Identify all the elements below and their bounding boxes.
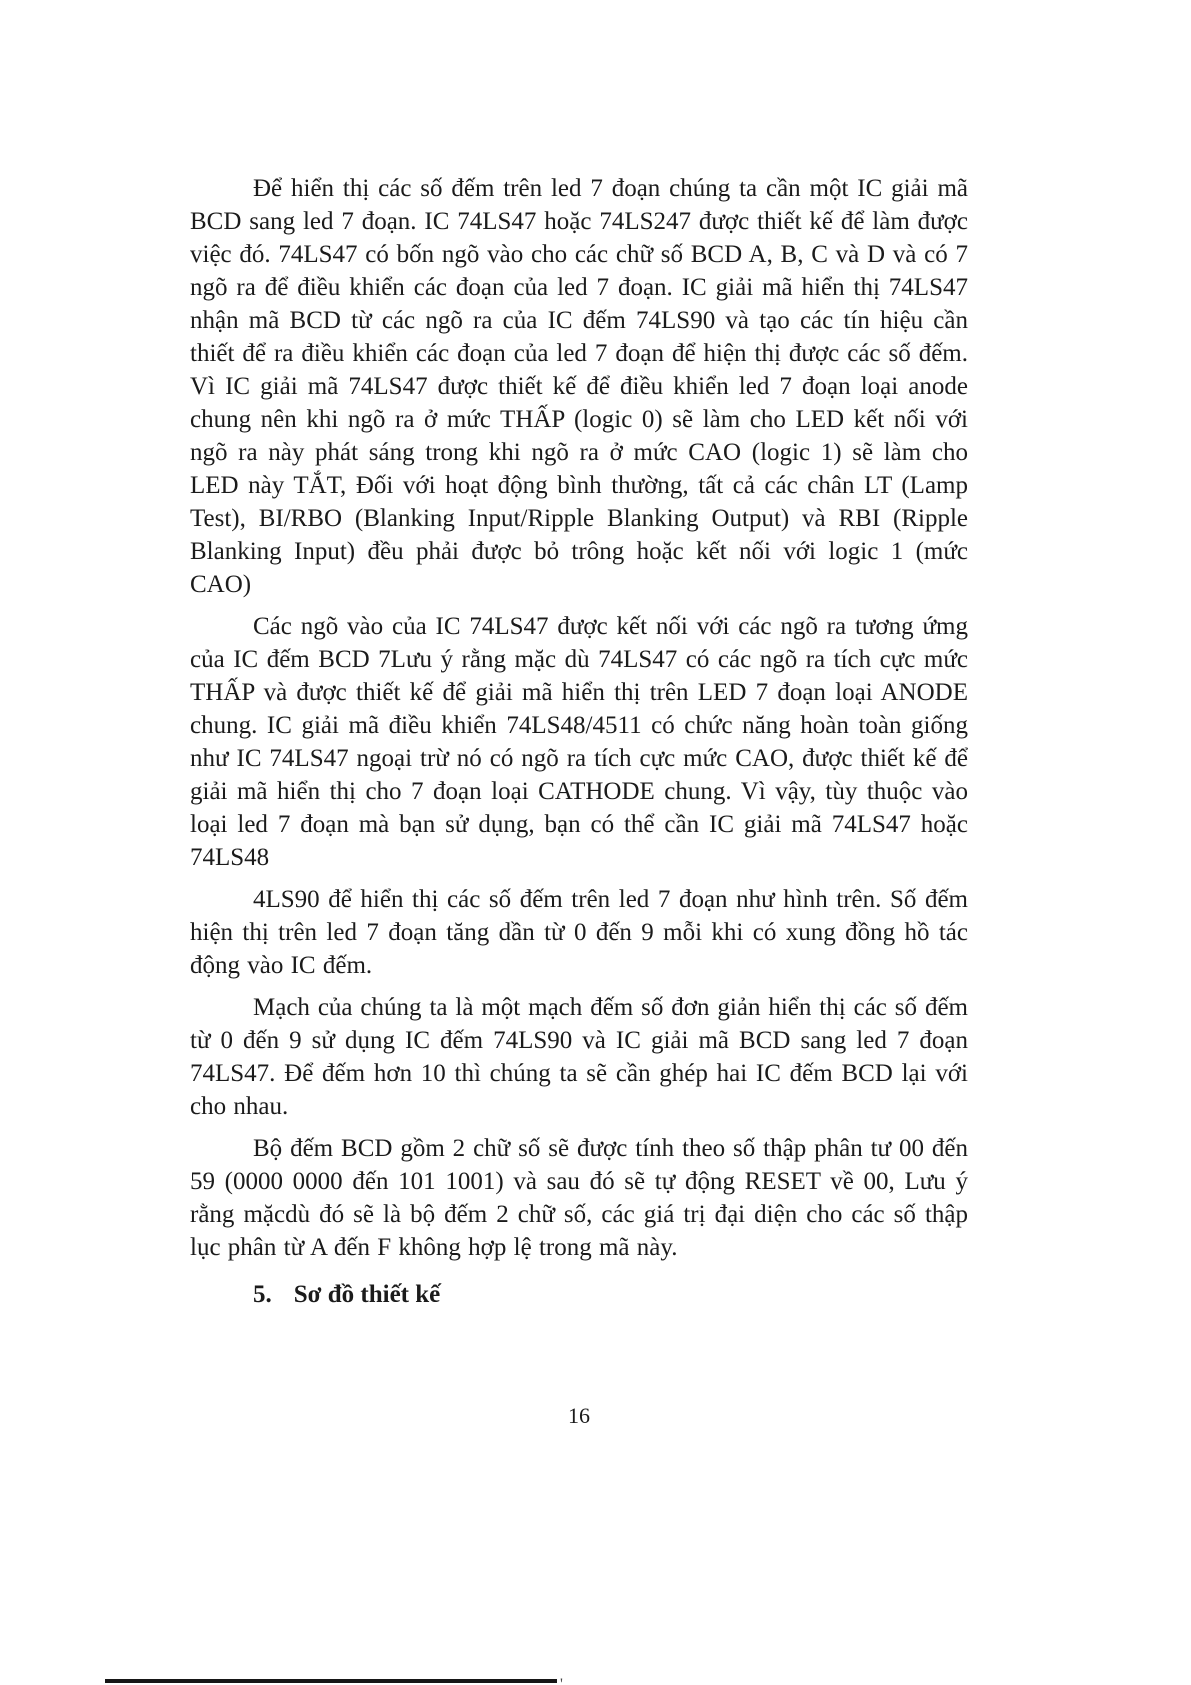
paragraph-counter-circuit: Mạch của chúng ta là một mạch đếm số đơn giản hiển thị các số đếm từ 0 đến 9 sử dụng IC đếm 74LS90 và IC giải mã BCD sang led 7 đoạn 74LS47. Để đếm hơn 10 thì chúng ta sẽ cần ghép hai IC đếm BCD lại với cho nhau.	[190, 994, 968, 1120]
paragraph-4ls90-display: 4LS90 để hiển thị các số đếm trên led 7 đoạn như hình trên. Số đếm hiện thị trên led 7 đoạn tăng dần từ 0 đến 9 mỗi khi có xung đồng hồ tác động vào IC đếm.	[190, 886, 968, 979]
section-heading	[190, 1278, 968, 1311]
heading-text: Sơ đồ thiết kế	[293, 1281, 441, 1308]
paragraph-led-decoder-intro: Để hiển thị các số đếm trên led 7 đoạn chúng ta cần một IC giải mã BCD sang led 7 đoạn. IC 74LS47 hoặc 74LS247 được thiết kế để làm được việc đó. 74LS47 có bốn ngõ vào cho các chữ số BCD A, B, C và D và có 7 ngõ ra để điều khiển các đoạn của led 7 đoạn. IC giải mã hiển thị 74LS47 nhận mã BCD từ các ngõ ra của IC đếm 74LS90 và tạo các tín hiệu cần thiết để ra điều khiển các đoạn của led 7 đoạn để hiện thị được các số đếm. Vì IC giải mã 74LS47 được thiết kế để điều khiển led 7 đoạn loại anode chung nên khi ngõ ra ở mức THẤP (logic 0) sẽ làm cho LED kết nối với ngõ ra này phát sáng trong khi ngõ ra ở mức CAO (logic 1) sẽ làm cho LED này TẮT, Đối với hoạt động bình thường, tất cả các chân LT (Lamp Test), BI/RBO (Blanking Input/Ripple Blanking Output) và RBI (Ripple Blanking Input) đều phải được bỏ trông hoặc kết nối với logic 1 (mức CAO)	[190, 175, 968, 598]
paragraph-bcd-counter: Bộ đếm BCD gồm 2 chữ số sẽ được tính theo số thập phân tư 00 đến 59 (0000 0000 đến 101 1001) và sau đó sẽ tự động RESET về 00, Lưu ý rằng mặcdù đó sẽ là bộ đếm 2 chữ số, các giá trị đại diện cho các số thập lục phân từ A đến F không hợp lệ trong mã này.	[190, 1135, 968, 1261]
document-body	[190, 172, 968, 1311]
bottom-tick-mark: '	[560, 1676, 563, 1685]
bottom-divider	[105, 1679, 557, 1683]
page-number: 16	[568, 1403, 590, 1428]
heading-number: 5.	[253, 1281, 272, 1308]
paragraph-74ls47-inputs: Các ngõ vào của IC 74LS47 được kết nối với các ngõ ra tương ứmg của IC đếm BCD 7Lưu ý rằng mặc dù 74LS47 có các ngõ ra tích cực mức THẤP và được thiết kế để giải mã hiển thị trên LED 7 đoạn loại ANODE chung. IC giải mã điều khiển 74LS48/4511 có chức năng hoàn toàn giống như IC 74LS47 ngoại trừ nó có ngõ ra tích cực mức CAO, được thiết kế để giải mã hiển thị cho 7 đoạn loại CATHODE chung. Vì vậy, tùy thuộc vào loại led 7 đoạn mà bạn sử dụng, bạn có thể cần IC giải mã 74LS47 hoặc 74LS48	[190, 613, 968, 871]
